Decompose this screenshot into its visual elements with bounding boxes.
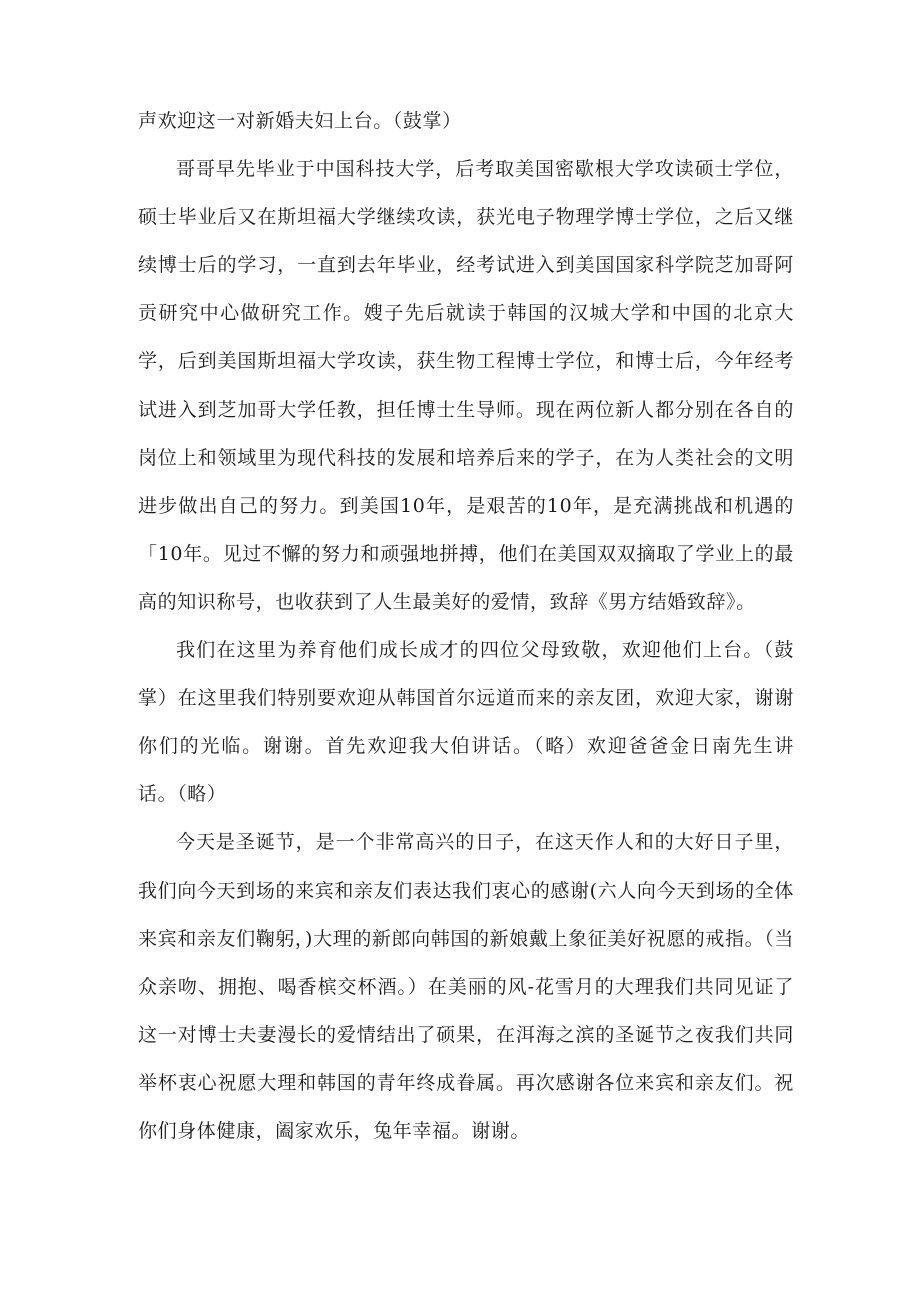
paragraph-welcome-couple: 声欢迎这一对新婚夫妇上台。（鼓掌）: [138, 110, 462, 132]
paragraph-christmas-closing: 今天是圣诞节，是一个非常高兴的日子，在这天作人和的大好日子里，我们向今天到场的来宾和亲友们表达我们衷心的感谢(六人向今天到场的全体来宾和亲友们鞠躬，)大理的新郎向韩国的新娘戴上象征美好祝愿的戒指。（当众亲吻、拥抱、喝香槟交杯酒。）在美丽的风-花雪月的大理我们共同见证了这一对博士夫妻漫长的爱情结出了硕果，在洱海之滨的圣诞节之夜我们共同举杯衷心祝愿大理和韩国的青年终成眷属。再次感谢各位来宾和亲友们。祝你们身体健康，阖家欢乐，兔年幸福。谢谢。: [138, 831, 794, 1142]
document-page: [138, 97, 794, 1155]
paragraph-couple-background: 哥哥早先毕业于中国科技大学，后考取美国密歇根大学攻读硕士学位，硕士毕业后又在斯坦福大学继续攻读，获光电子物理学博士学位，之后又继续博士后的学习，一直到去年毕业，经考试进入到美国国家科学院芝加哥阿贡研究中心做研究工作。嫂子先后就读于韩国的汉城大学和中国的北京大学，后到美国斯坦福大学攻读，获生物工程博士学位，和博士后，今年经考试进入到芝加哥大学任教，担任博士生导师。现在两位新人都分别在各自的岗位上和领域里为现代科技的发展和培养后来的学子，在为人类社会的文明进步做出自己的努力。到美国10年，是艰苦的10年，是充满挑战和机遇的「10年。见过不懈的努力和顽强地拼搏，他们在美国双双摘取了学业上的最高的知识称号，也收获到了人生最美好的爱情，致辞《男方结婚致辞》。: [138, 158, 794, 613]
paragraph-parents-tribute: 我们在这里为养育他们成长成才的四位父母致敬，欢迎他们上台。（鼓掌）在这里我们特别要欢迎从韩国首尔远道而来的亲友团，欢迎大家，谢谢你们的光临。谢谢。首先欢迎我大伯讲话。（略）欢迎爸爸金日南先生讲话。（略）: [138, 639, 794, 806]
